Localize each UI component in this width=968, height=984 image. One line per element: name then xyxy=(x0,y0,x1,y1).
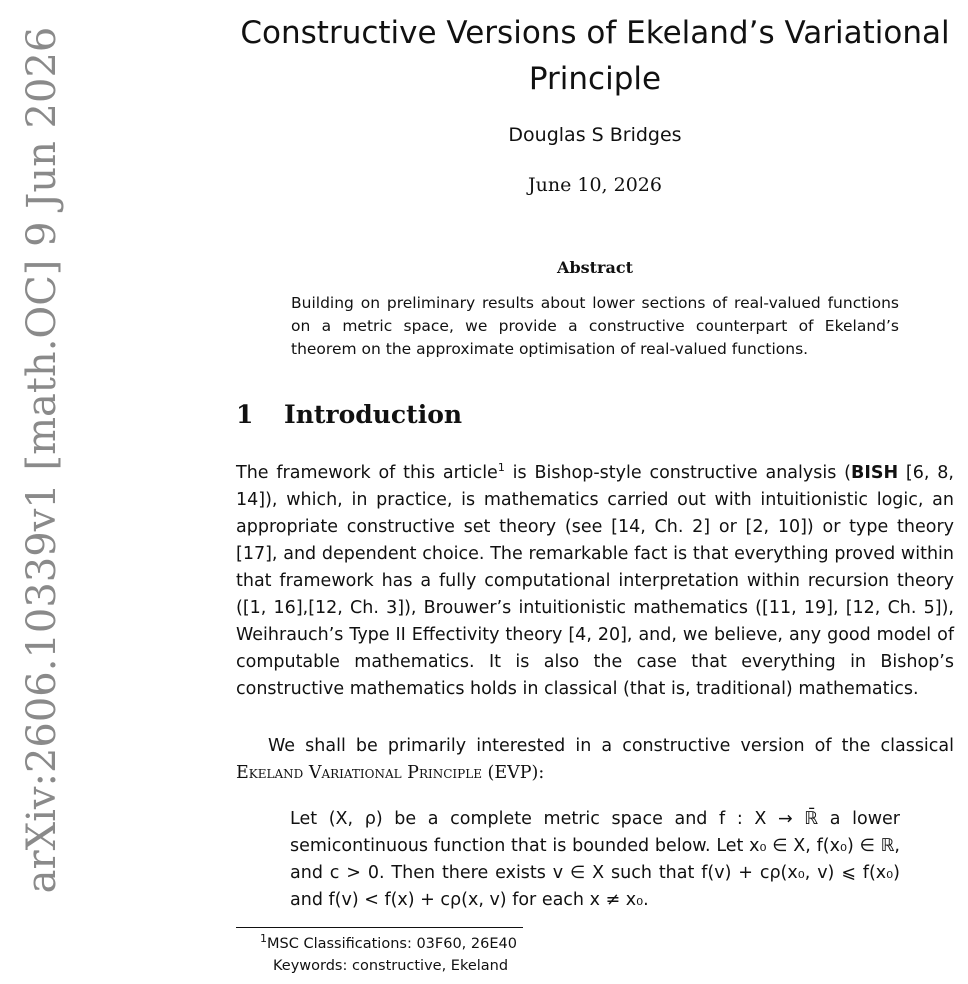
abstract-text: Building on preliminary results about lower sections of real-valued functions on a metric space, we provide a constructive counterpart of Ekeland’s theorem on the approximate optimisation of real-valued functions. xyxy=(291,294,899,358)
paper-date: June 10, 2026 xyxy=(528,174,662,196)
evp-name: Ekeland Variational Principle xyxy=(236,763,482,783)
intro-p2-text-a: We shall be primarily interested in a constructive version of the classical xyxy=(268,736,954,756)
footnote-rule xyxy=(236,927,523,928)
arxiv-identifier-text: arXiv:2606.10339v1 [math.OC] 9 Jun 2026 xyxy=(19,26,65,894)
arxiv-identifier-stamp xyxy=(12,0,72,984)
intro-p1-text-b: is Bishop-style constructive analysis ( xyxy=(504,463,851,483)
footnote-1-line-1: MSC Classifications: 03F60, 26E40 xyxy=(267,936,517,952)
paper-title xyxy=(236,10,954,102)
paper-title-line-1: Constructive Versions of Ekeland’s Variational xyxy=(240,15,950,51)
intro-p1-text-a: The framework of this article xyxy=(236,463,498,483)
footnote-1 xyxy=(260,934,517,954)
intro-paragraph-1 xyxy=(236,460,954,703)
paper-title-line-2: Principle xyxy=(528,61,662,97)
section-number: 1 xyxy=(236,400,254,429)
intro-p2-text-b: (EVP): xyxy=(481,763,545,783)
intro-paragraph-2 xyxy=(236,733,954,787)
intro-p1-text-c: [6, 8, 14]), which, in practice, is mathematics carried out with intuitionistic logic, an appropriate constructive set theory (see [14, Ch. 2] or [2, 10]) or type theory [17], and dependent choice. The remarkable fact is that everything proved within that framework has a fully computational interpretation within recursion theory ([1, 16],[12, Ch. 3]), Brouwer’s intuitionistic mathematics ([11, 19], [12, Ch. 5]), Weihrauch’s Type II Effectivity theory [4, 20], and, we believe, any good model of computable mathematics. It is also the case that everything in Bishop’s constructive mathematics holds in classical (that is, traditional) mathematics. xyxy=(236,463,954,699)
abstract-heading: Abstract xyxy=(557,258,633,277)
section-heading xyxy=(236,400,462,429)
evp-statement: Let (X, ρ) be a complete metric space and f : X → ℝ̄ a lower semicontinuous function that is bounded below. Let x₀ ∈ X, f(x₀) ∈ ℝ, and c > 0. Then there exists v ∈ X such that f(v) + cρ(x₀, v) ⩽ f(x₀) and f(v) < f(x) + cρ(x, v) for each x ≠ x₀. xyxy=(290,809,900,910)
section-title: Introduction xyxy=(284,400,463,429)
author-name: Douglas S Bridges xyxy=(508,124,682,146)
bish-acronym: BISH xyxy=(850,463,899,483)
footnote-1-line-2: Keywords: constructive, Ekeland xyxy=(273,958,509,974)
footnote-1-mark: 1 xyxy=(260,932,267,946)
footnote-marker: 1 xyxy=(497,461,505,475)
